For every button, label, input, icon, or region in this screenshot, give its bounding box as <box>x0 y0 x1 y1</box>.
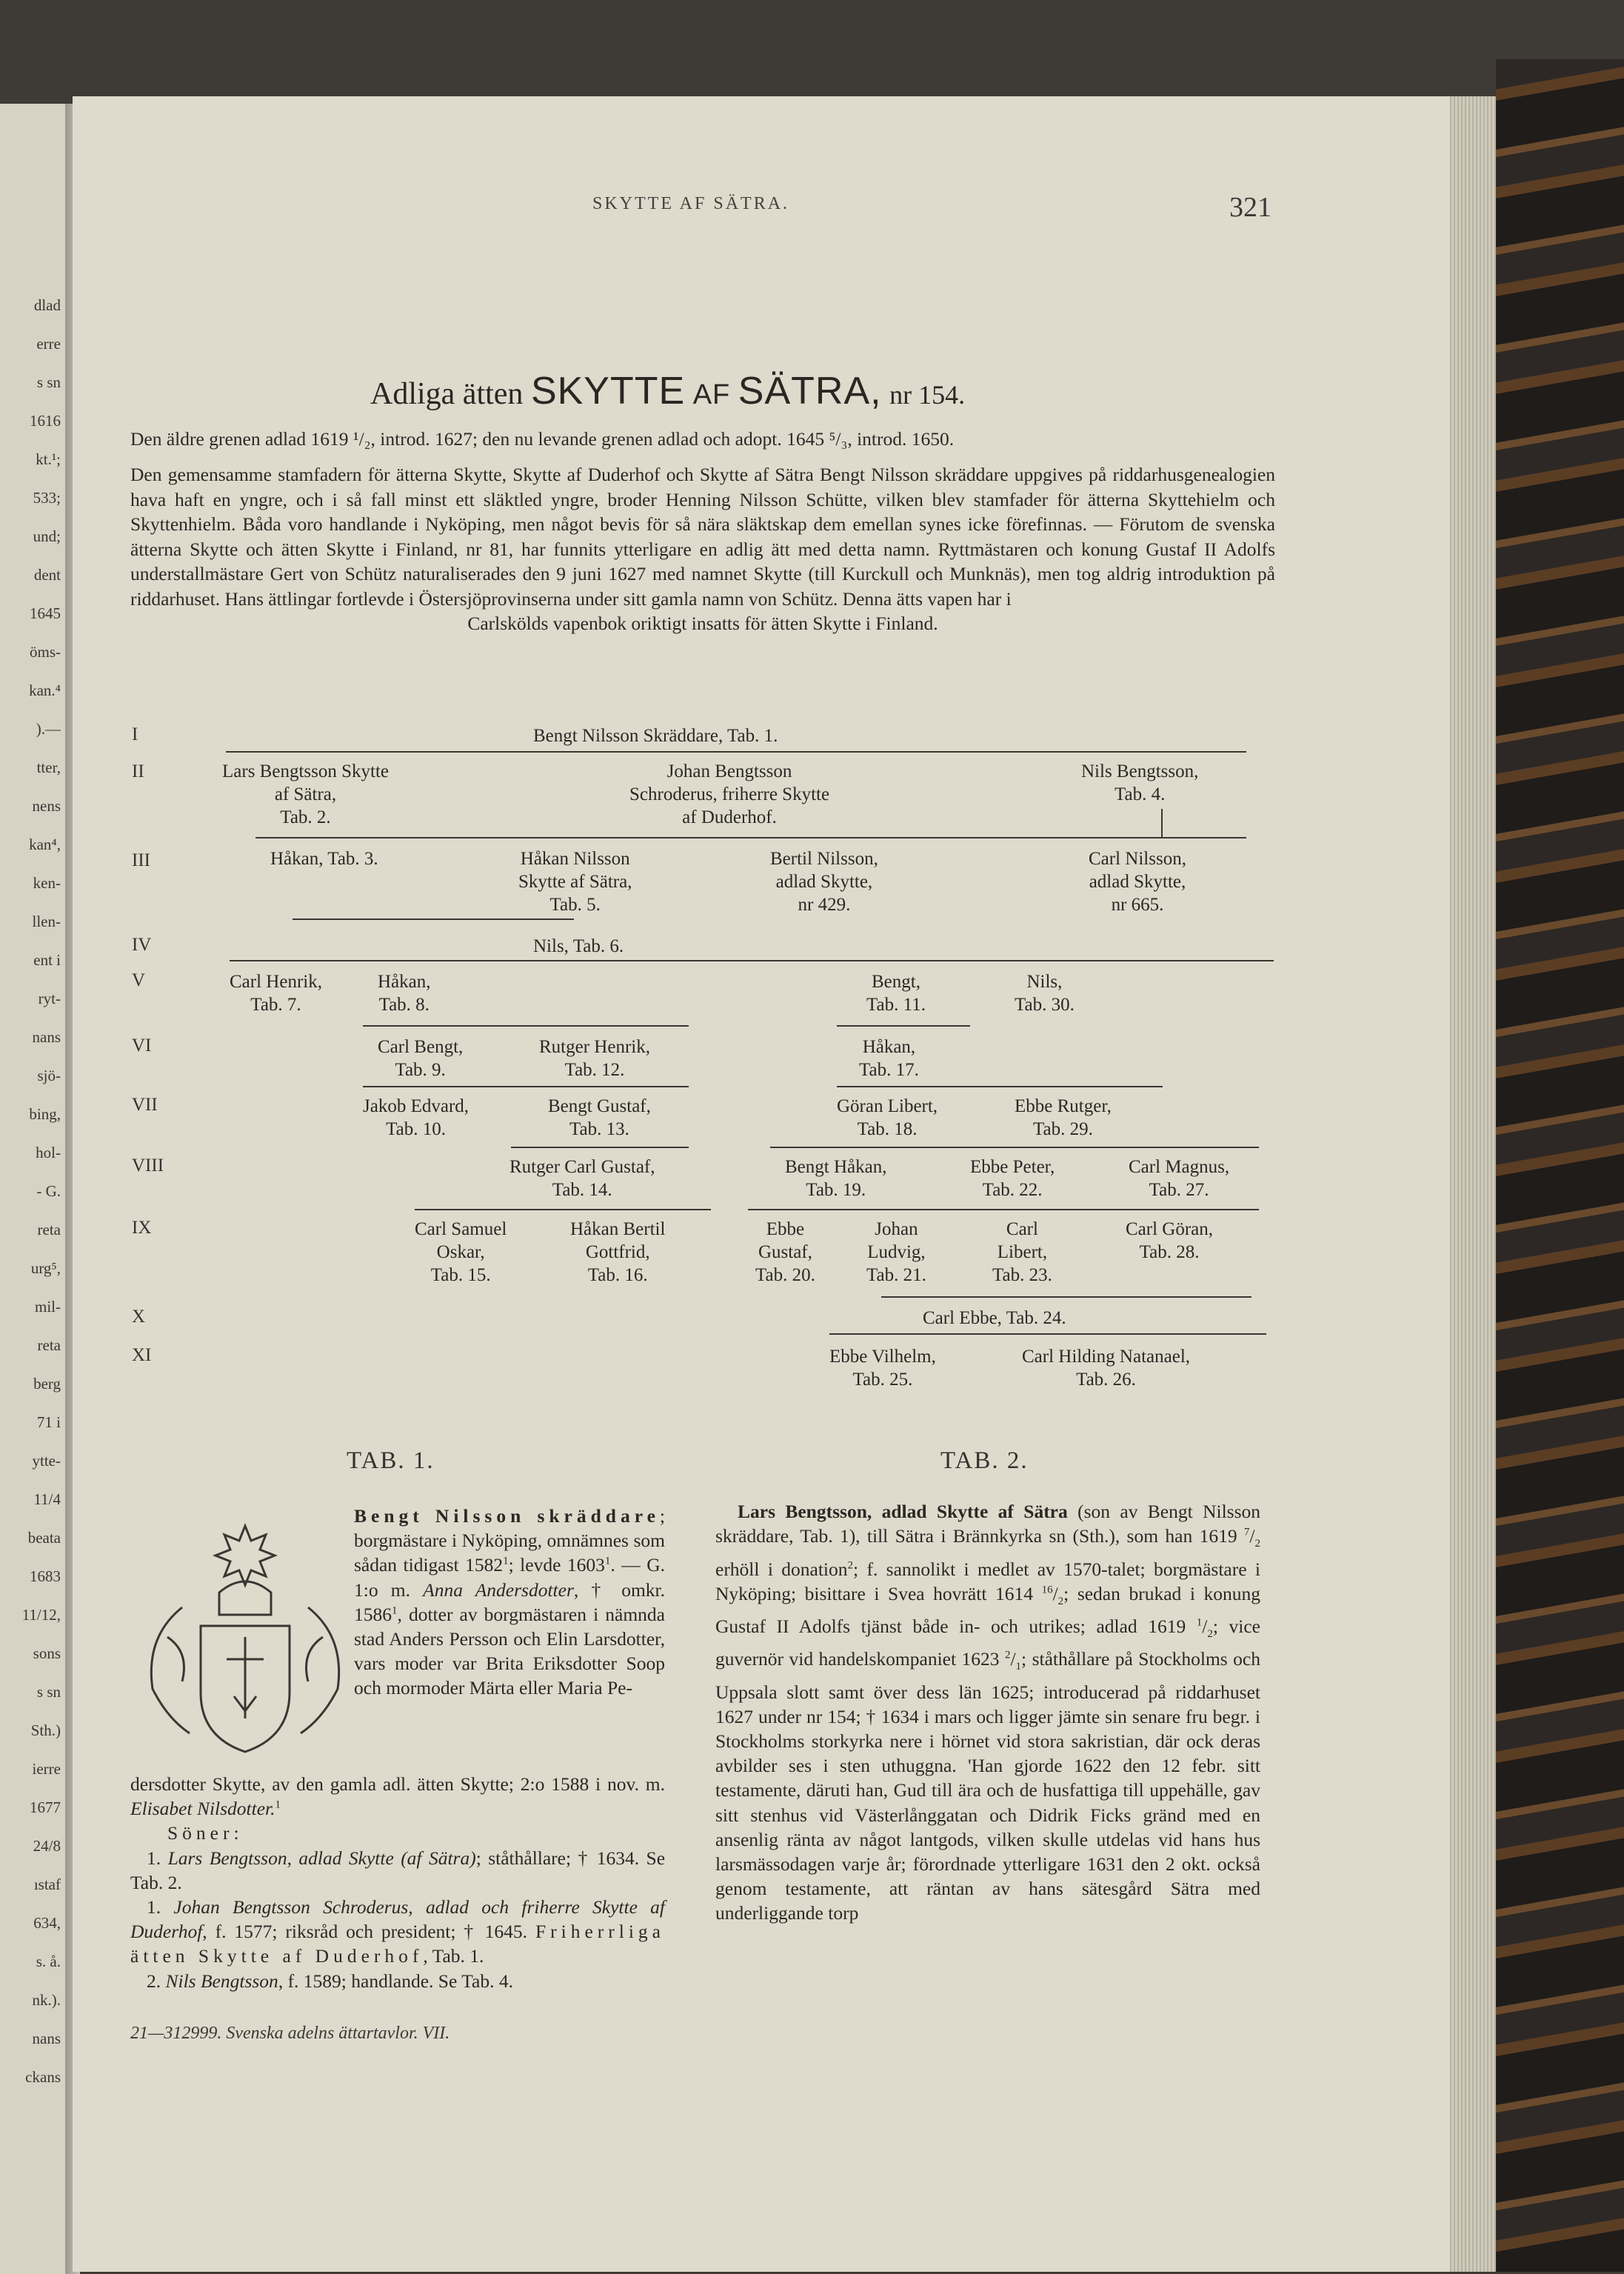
person-node: Bengt Håkan, Tab. 19. <box>785 1157 887 1200</box>
chart-connector <box>837 1025 970 1027</box>
chart-connector <box>748 1209 1259 1210</box>
tab-1-text: Bengt Nilsson skräddare; borgmästare i Nyköping, omnämnes som sådan tidigast 1582$^1$; levde 1603$^1$. — G. 1:o m. Anna Andersdotter, † omkr. 1586$^1$, dotter av borgmästaren i nämnda stad Anders Persson och Elin Larsdotter, vars moder var Brita Eriksdotter Soop och mormoder Märta eller Maria Pe- <box>354 1505 665 1699</box>
person-node: Carl Samuel Oskar, Tab. 15. <box>415 1219 507 1285</box>
book-cover-edge <box>1496 59 1624 2272</box>
person-node: Jakob Edvard, Tab. 10. <box>363 1096 470 1139</box>
person-node: Håkan Bertil Gottfrid, Tab. 16. <box>570 1219 666 1285</box>
generation-label: IV <box>132 935 152 955</box>
left-page-text-fragment: - G. <box>36 1182 61 1200</box>
left-page-text-fragment: 533; <box>33 489 61 507</box>
left-page-text-fragment: mil- <box>35 1298 61 1316</box>
person-node: Nils, Tab. 6. <box>533 936 624 956</box>
tab-2-person-name: Lars Bengtsson, adlad Skytte af Sätra <box>738 1501 1068 1522</box>
person-node: Håkan, Tab. 17. <box>859 1037 919 1080</box>
left-page-text-fragment: dlad <box>33 296 61 314</box>
person-node: Bengt, Tab. 11. <box>866 972 926 1015</box>
left-page-text-fragment: s sn <box>36 373 61 391</box>
left-page-text-fragment: llen- <box>32 913 61 930</box>
person-node: Håkan Nilsson Skytte af Sätra, Tab. 5. <box>518 849 632 915</box>
person-node: Johan Bengtsson Schroderus, friherre Skytte af Duderhof. <box>629 761 830 827</box>
left-page-text-fragment: nans <box>32 1028 61 1046</box>
person-node: Johan Ludvig, Tab. 21. <box>866 1219 926 1285</box>
left-page-text-fragment: ytte- <box>32 1452 61 1470</box>
person-node: Carl Nilsson, adlad Skytte, nr 665. <box>1089 849 1186 915</box>
left-page-text-fragment: ken- <box>33 874 61 892</box>
generation-label: V <box>132 970 146 990</box>
chart-connector <box>363 1086 689 1087</box>
coat-of-arms-image <box>138 1504 352 1755</box>
left-page-text-fragment: ).— <box>36 720 61 738</box>
left-page-text-fragment: s sn <box>36 1683 61 1701</box>
person-node: Håkan, Tab. 3. <box>270 849 378 869</box>
person-node: Bengt Gustaf, Tab. 13. <box>548 1096 651 1139</box>
generation-label: III <box>132 850 150 870</box>
chart-connector <box>255 837 1246 838</box>
person-node: Carl Magnus, Tab. 27. <box>1129 1157 1230 1200</box>
left-page-text-fragment: kan⁴, <box>29 836 61 853</box>
title-number: nr 154. <box>889 380 966 410</box>
left-page-text-fragment: 1645 <box>30 604 61 622</box>
page-title <box>370 369 965 413</box>
left-page-text-fragment: 1683 <box>30 1567 61 1585</box>
left-page-text-fragment: 24/8 <box>33 1837 61 1855</box>
chart-connector <box>293 918 574 920</box>
chart-connector <box>1161 809 1163 838</box>
left-page-text-fragment: sons <box>33 1644 61 1662</box>
person-node: Nils, Tab. 30. <box>1015 972 1075 1015</box>
person-node: Håkan, Tab. 8. <box>378 972 431 1015</box>
person-node: Ebbe Vilhelm, Tab. 25. <box>829 1347 936 1390</box>
intro-paragraph <box>130 462 1275 636</box>
subtitle: Den äldre grenen adlad 1619 ¹/₂, introd. 1627; den nu levande grenen adlad och adopt. 1645 ⁵/₃, introd. 1650. <box>130 428 955 450</box>
left-page-text-fragment: nans <box>32 2030 61 2047</box>
generation-label: VI <box>132 1036 152 1056</box>
person-node: Nils Bengtsson, Tab. 4. <box>1081 761 1199 804</box>
left-page-text-fragment: kt.¹; <box>36 450 61 468</box>
person-node: Carl Libert, Tab. 23. <box>992 1219 1052 1285</box>
left-page-text-fragment: hol- <box>36 1144 61 1161</box>
chart-connector <box>415 1209 711 1210</box>
generation-label: I <box>132 724 138 744</box>
generation-label: XI <box>132 1345 152 1365</box>
tab-1-person-name: Bengt Nilsson skräddare <box>354 1505 660 1527</box>
left-page-text-fragment: 634, <box>33 1914 61 1932</box>
left-page-text-fragment: Sth.) <box>30 1721 61 1739</box>
title-name: SKYTTE <box>530 370 686 413</box>
left-page-text-fragment: 11/12, <box>21 1606 61 1624</box>
generation-label: X <box>132 1307 146 1327</box>
left-page-text-fragment: reta <box>37 1336 61 1354</box>
left-page-text-fragment: dent <box>33 566 61 584</box>
chart-connector <box>363 1025 689 1027</box>
left-page-text-fragment: nk.). <box>32 1991 61 2009</box>
left-page-text-fragment: 1616 <box>30 412 61 430</box>
left-page-text-fragment: ierre <box>32 1760 61 1778</box>
left-page-text-fragment: 1677 <box>30 1798 61 1816</box>
generation-label: IX <box>132 1218 152 1238</box>
left-page-text-fragment: 71 i <box>36 1413 61 1431</box>
left-page-text-fragment: kan.⁴ <box>29 681 61 699</box>
left-page-text-fragment: s. å. <box>36 1953 61 1970</box>
tab-1-heading: TAB. 1. <box>347 1447 435 1474</box>
left-page-text-fragment: reta <box>37 1221 61 1238</box>
running-head: SKYTTE AF SÄTRA. <box>592 194 790 213</box>
left-page-text-fragment: nens <box>32 797 61 815</box>
chart-connector <box>511 1147 689 1148</box>
left-page-text-fragment: beata <box>27 1529 61 1547</box>
left-page-text-fragment: urg⁵, <box>30 1259 61 1277</box>
left-page-text-fragment: und; <box>33 527 61 545</box>
title-af: AF <box>692 379 731 410</box>
page-edges <box>1444 96 1496 2272</box>
tab-1-text-continued: dersdotter Skytte, av den gamla adl. ätten Skytte; 2:o 1588 i nov. m. Elisabet Nilsdotter.$^1$ Söner: 1. Lars Bengtsson, adlad Skytte (af Sätra); ståthållare; † 1634. Se Tab. 2. 1. Johan Bengtsson Schroderus, adlad och friherre Skytte af Duderhof, f. 1577; riksråd och president; † 1645. Friherrliga ätten Skytte af Duderhof, Tab. 1. 2. Nils Bengtsson, f. 1589; handlande. Se Tab. 4. <box>130 1773 666 1992</box>
chart-connector <box>226 751 1246 753</box>
generation-label: II <box>132 761 144 781</box>
generation-label: VII <box>132 1095 158 1115</box>
tab-2-heading: TAB. 2. <box>940 1447 1029 1474</box>
person-node: Bertil Nilsson, adlad Skytte, nr 429. <box>770 849 878 915</box>
page-footer: 21—312999. Svenska adelns ättartavlor. VII. <box>130 2024 450 2043</box>
generation-label: VIII <box>132 1156 164 1176</box>
intro-body: Den gemensamme stamfadern för ätterna Skytte, Skytte af Duderhof och Skytte af Sätra Bengt Nilsson skräddare uppgives på riddarhusgenealogien hava haft en yngre, och i så fall minst ett släktled yngre, broder Henning Nilsson Schütte, vilken blev stamfader för ätterna Skyttehielm och Skyttenhielm. Båda voro handlande i Nyköping, men något bevis för så nära släktskap dem emellan synes icke förefinnas. — Förutom de svenska ätterna Skytte och ätten Skytte i Finland, nr 81, har funnits ytterligare en adlig ätt med detta namn. Ryttmästaren och konung Gustaf II Adolfs understallmästare Gert von Schütz naturaliserades den 9 juni 1627 med namnet Skytte (till Kurckull och Munknäs), men tog aldrig introduktion på riddarhuset. Hans ättlingar fortlevde i Östersjöprovinserna under sitt gamla namn von Schütz. Denna ätts vapen har i <box>130 464 1275 610</box>
left-page-text-fragment: ckans <box>25 2068 61 2086</box>
person-node: Carl Bengt, Tab. 9. <box>378 1037 464 1080</box>
person-node: Göran Libert, Tab. 18. <box>837 1096 938 1139</box>
person-node: Bengt Nilsson Skräddare, Tab. 1. <box>533 726 778 746</box>
tab-2-text: Lars Bengtsson, adlad Skytte af Sätra (son av Bengt Nilsson skräddare, Tab. 1), till Sätra i Brännkyrka sn (Sth.), som han 1619 $^7/_2$ erhöll i donation$^2$; f. sannolikt i medlet av 1570-talet; borgmästare i Nyköping; bisittare i Svea hovrätt 1614 $^{16}/_2$; sedan brukad i konung Gustaf II Adolfs tjänst både in- och utrikes; adlad 1619 $^1/_2$; vice guvernör vid handelskompaniet 1623 $^2/_1$; ståthållare på Stockholms och Uppsala slott samt över dess län 1625; introducerad på riddarhuset 1627 under nr 154; † 1634 i mars och ligger jämte sin senare fru begr. i Stockholms storkyrka nere i hörnet vid stora sakristian, där ock deras avbilder ses i sten uthuggna. 'Han gjorde 1622 den 12 febr. sitt testamente, däruti han, Gud till ära och de husfattiga till uppehälle, gav sitt stenhus vid Västerlånggatan och Didrik Ficks gränd med en ansenlig ränta av något lantgods, vilken skulle utdelas vid hans hus larsmässodagen varje år; förordnade ytterligare 1631 den 2 okt. också genom testamente, att räntan av hans sätesgård Sätra med underliggande torp <box>715 1501 1260 1924</box>
chart-connector <box>837 1086 1163 1087</box>
chart-connector <box>829 1333 1266 1335</box>
left-page-text-fragment: ryt- <box>38 990 61 1007</box>
person-node: Carl Hilding Natanael, Tab. 26. <box>1022 1347 1191 1390</box>
left-page-text-fragment: öms- <box>30 643 61 661</box>
left-page-text-fragment: tter, <box>36 758 61 776</box>
person-node: Ebbe Rutger, Tab. 29. <box>1015 1096 1112 1139</box>
chart-connector <box>230 960 1274 961</box>
left-page-text-fragment: ent i <box>33 951 61 969</box>
person-node: Carl Henrik, Tab. 7. <box>230 972 322 1015</box>
left-page-text-fragment: bing, <box>29 1105 61 1123</box>
chart-connector <box>881 1296 1252 1298</box>
left-page-text-fragment: 11/4 <box>33 1490 61 1508</box>
left-page-text-fragment: sjö- <box>37 1067 61 1084</box>
page-number: 321 <box>1229 192 1272 223</box>
chart-connector <box>770 1147 1259 1148</box>
person-node: Ebbe Peter, Tab. 22. <box>970 1157 1055 1200</box>
person-node: Ebbe Gustaf, Tab. 20. <box>755 1219 815 1285</box>
person-node: Lars Bengtsson Skytte af Sätra, Tab. 2. <box>222 761 389 827</box>
intro-last-line: Carlskölds vapenbok oriktigt insatts för ätten Skytte i Finland. <box>467 613 938 634</box>
person-node: Rutger Henrik, Tab. 12. <box>539 1037 650 1080</box>
person-node: Carl Ebbe, Tab. 24. <box>923 1308 1066 1328</box>
person-node: Rutger Carl Gustaf, Tab. 14. <box>509 1157 655 1200</box>
left-page-text-fragment: ıstaf <box>33 1875 61 1893</box>
left-page-text-fragment: erre <box>36 335 61 353</box>
title-prefix: Adliga ätten <box>370 377 524 411</box>
person-node: Carl Göran, Tab. 28. <box>1126 1219 1214 1262</box>
title-place: SÄTRA, <box>738 370 882 413</box>
left-page-text-fragment: berg <box>33 1375 61 1393</box>
left-page-margin <box>0 104 65 2274</box>
